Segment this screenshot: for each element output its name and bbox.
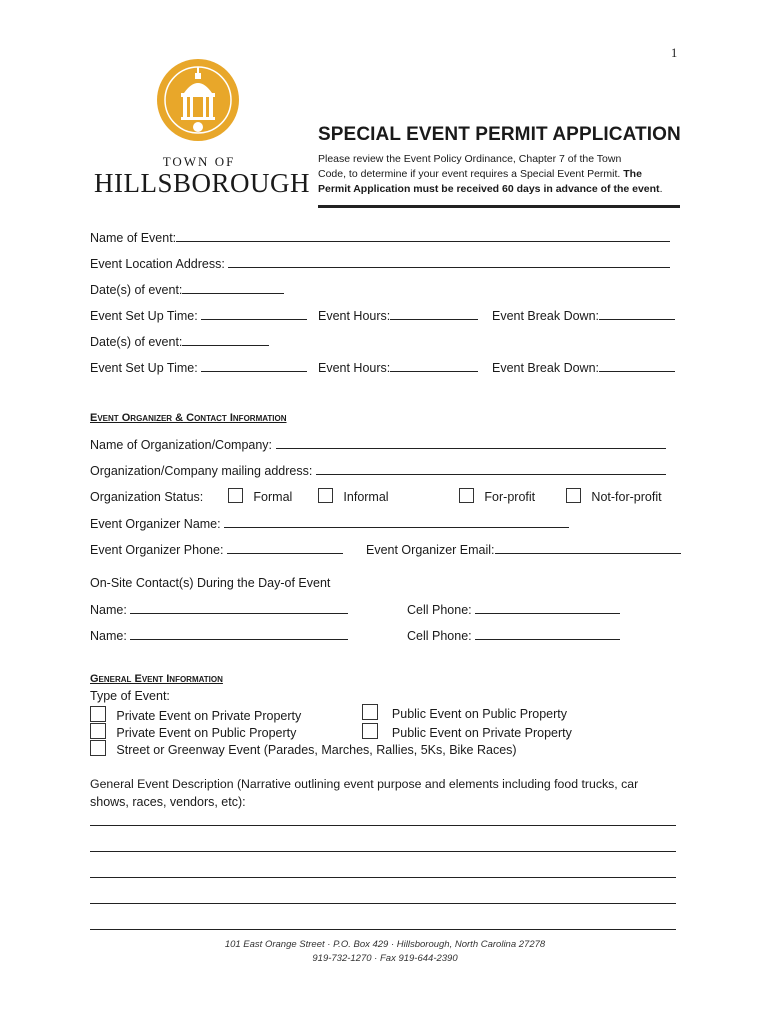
- dates-2-label: Date(s) of event:: [90, 335, 183, 349]
- organizer-email-field[interactable]: [495, 541, 681, 554]
- type-public-private-label: Public Event on Private Property: [391, 726, 572, 740]
- status-nonprofit-label: Not-for-profit: [591, 490, 662, 504]
- org-name-label: Name of Organization/Company:: [90, 438, 273, 452]
- breakdown-2-label: Event Break Down:: [492, 361, 599, 375]
- footer-address: 101 East Orange Street · P.O. Box 429 · Hillsborough, North Carolina 27278: [224, 939, 546, 950]
- type-street-greenway-label: Street or Greenway Event (Parades, Marches, Rallies, 5Ks, Bike Races): [116, 743, 517, 757]
- name-of-event-field[interactable]: [176, 229, 670, 242]
- page-number: 1: [671, 46, 678, 60]
- organizer-phone-label: Event Organizer Phone:: [90, 543, 224, 557]
- organizer-phone-field[interactable]: [227, 541, 343, 554]
- organizer-name-label: Event Organizer Name:: [90, 517, 221, 531]
- description-line-field-1[interactable]: [90, 825, 676, 826]
- description-line-field-4[interactable]: [90, 903, 676, 904]
- breakdown-1-field[interactable]: [599, 307, 675, 320]
- breakdown-1-label: Event Break Down:: [492, 309, 599, 323]
- type-public-public-label: Public Event on Public Property: [391, 707, 567, 721]
- type-public-private-checkbox[interactable]: [362, 723, 378, 739]
- type-private-private-label: Private Event on Private Property: [116, 709, 302, 723]
- hours-1-field[interactable]: [390, 307, 478, 320]
- type-private-public-checkbox[interactable]: [90, 723, 106, 739]
- status-informal-checkbox[interactable]: [318, 488, 333, 503]
- hours-2-label: Event Hours:: [318, 361, 391, 375]
- onsite-name-1-label: Name:: [90, 603, 127, 617]
- header-rule: [318, 205, 680, 208]
- onsite-name-2-label: Name:: [90, 629, 127, 643]
- intro-line-3-bold: Permit Application must be received 60 days in advance of the event: [318, 183, 660, 195]
- intro-line-2: Code, to determine if your event requires a Special Event Permit.: [318, 168, 621, 180]
- setup-1-label: Event Set Up Time:: [90, 309, 198, 323]
- intro-line-2-bold: The: [623, 168, 642, 180]
- location-label: Event Location Address:: [90, 257, 225, 271]
- intro-line-3-end: .: [659, 183, 663, 195]
- breakdown-2-field[interactable]: [599, 359, 675, 372]
- description-line-field-3[interactable]: [90, 877, 676, 878]
- organizer-section-heading: Event Organizer & Contact Information: [90, 412, 287, 424]
- name-of-event-label: Name of Event:: [90, 231, 177, 245]
- location-field[interactable]: [228, 255, 670, 268]
- description-line-2: shows, races, vendors, etc):: [90, 795, 246, 809]
- type-of-event-label: Type of Event:: [90, 689, 170, 703]
- mailing-label: Organization/Company mailing address:: [90, 464, 313, 478]
- type-street-greenway-checkbox[interactable]: [90, 740, 106, 756]
- status-formal-checkbox[interactable]: [228, 488, 243, 503]
- type-private-public-label: Private Event on Public Property: [116, 726, 297, 740]
- status-informal-label: Informal: [343, 490, 389, 504]
- dates-1-field[interactable]: [182, 281, 284, 294]
- onsite-cell-1-label: Cell Phone:: [407, 603, 472, 617]
- onsite-cell-2-field[interactable]: [475, 627, 620, 640]
- dates-2-field[interactable]: [182, 333, 269, 346]
- town-hall-cupola-icon: [155, 57, 241, 143]
- onsite-name-2-field[interactable]: [130, 627, 348, 640]
- organizer-name-field[interactable]: [224, 515, 569, 528]
- hours-2-field[interactable]: [390, 359, 478, 372]
- description-line-1: General Event Description (Narrative outlining event purpose and elements including food trucks, car: [90, 777, 639, 791]
- hours-1-label: Event Hours:: [318, 309, 391, 323]
- logo-hillsborough: HILLSBOROUGH: [94, 168, 311, 198]
- onsite-name-1-field[interactable]: [130, 601, 348, 614]
- general-section-heading: General Event Information: [90, 673, 223, 685]
- status-forprofit-label: For-profit: [484, 490, 536, 504]
- dates-1-label: Date(s) of event:: [90, 283, 183, 297]
- description-line-field-2[interactable]: [90, 851, 676, 852]
- intro-line-1: Please review the Event Policy Ordinance, Chapter 7 of the Town: [318, 153, 622, 165]
- footer-phone: 919-732-1270 · Fax 919-644-2390: [312, 953, 458, 964]
- setup-2-label: Event Set Up Time:: [90, 361, 198, 375]
- page-title: SPECIAL EVENT PERMIT APPLICATION: [318, 124, 681, 145]
- status-nonprofit-checkbox[interactable]: [566, 488, 581, 503]
- onsite-cell-2-label: Cell Phone:: [407, 629, 472, 643]
- status-formal-label: Formal: [253, 490, 293, 504]
- onsite-heading: On-Site Contact(s) During the Day-of Event: [90, 576, 331, 590]
- org-name-field[interactable]: [276, 436, 666, 449]
- type-public-public-checkbox[interactable]: [362, 704, 378, 720]
- logo-town-of: TOWN OF: [162, 154, 236, 169]
- onsite-cell-1-field[interactable]: [475, 601, 620, 614]
- setup-2-field[interactable]: [201, 359, 307, 372]
- status-label: Organization Status:: [90, 490, 204, 504]
- organizer-email-label: Event Organizer Email:: [366, 543, 495, 557]
- type-private-private-checkbox[interactable]: [90, 706, 106, 722]
- mailing-field[interactable]: [316, 462, 666, 475]
- status-forprofit-checkbox[interactable]: [459, 488, 474, 503]
- setup-1-field[interactable]: [201, 307, 307, 320]
- description-line-field-5[interactable]: [90, 929, 676, 930]
